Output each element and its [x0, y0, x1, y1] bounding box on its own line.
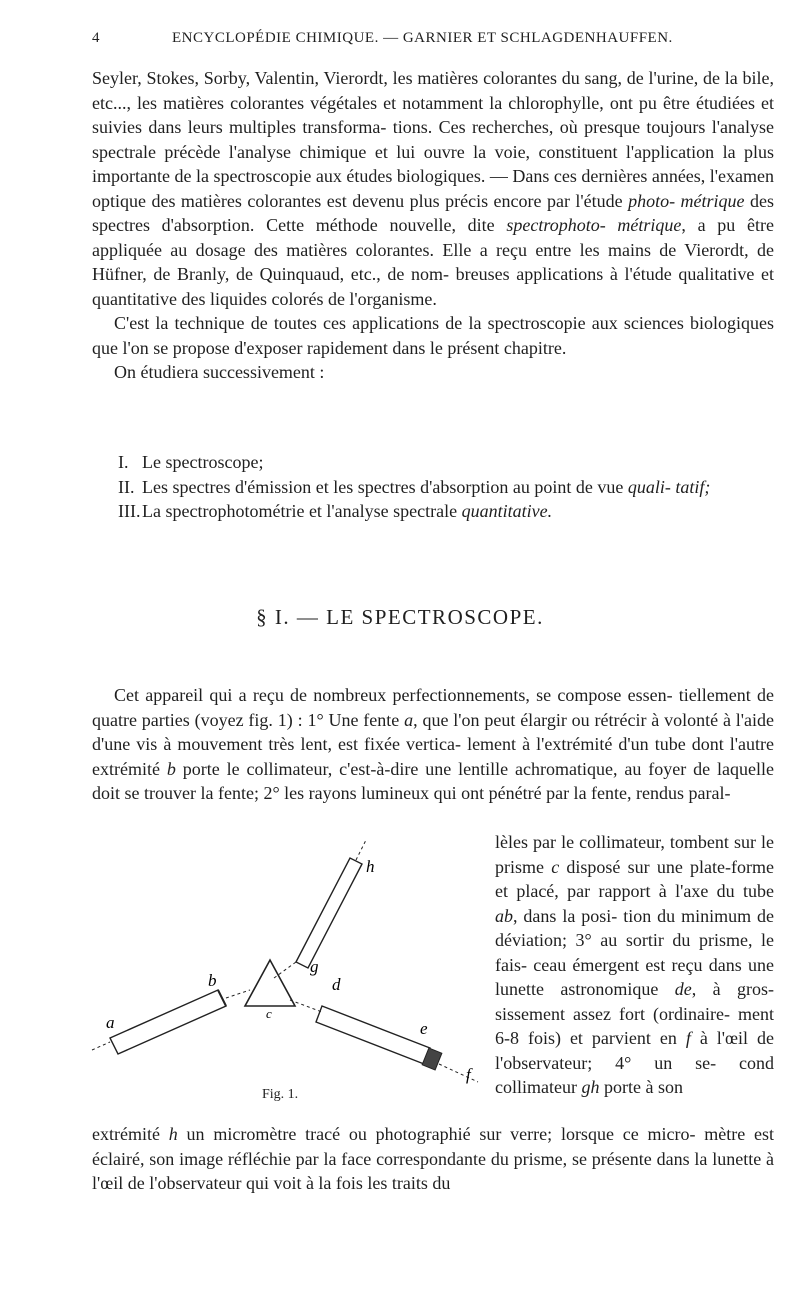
outline-list [118, 450, 774, 524]
section-paragraph-1: Cet appareil qui a reçu de nombreux perfectionnements, se compose essen- tiellement de quatre parties (voyez fig. 1) : 1° Une fente a, que l'on peut élargir ou rétrécir à volonté à l'aide d'une vis à mouvement très lent, est fixée vertica- lement à l'extrémité d'un tube dont l'autre extrémité b porte le collimateur, c'est-à-dire une lentille achromatique, au foyer de laquelle doit se trouver la fente; 2° les rayons lumineux qui ont pénétré par la fente, rendus paral- [92, 685, 775, 803]
spectroscope-figure [90, 830, 500, 1130]
running-head-title: ENCYCLOPÉDIE CHIMIQUE. — GARNIER ET SCHLAGDENHAUFFEN. [172, 30, 673, 46]
label-f: f [466, 1065, 471, 1084]
label-c: c [266, 1006, 272, 1021]
section-heading: § I. — LE SPECTROSCOPE. [256, 605, 544, 629]
intro-paragraph-2: C'est la technique de toutes ces applications de la spectroscopie aux sciences biologiques que l'on se propose d'exposer rapidement dans le présent chapitre. [92, 313, 774, 358]
intro-paragraph-1: Seyler, Stokes, Sorby, Valentin, Vierordt, les matières colorantes du sang, de l'urine, de la bile, etc..., les matières colorantes végétales et notamment la chlorophylle, ont pu être étudiées et suivies dans leurs multiples transforma- tions. Ces recherches, où presque toujours l'analyse spectrale précède l'analyse chimique et lui ouvre la voie, constituent l'application la plus importante de la spectroscopie aux études biologiques. — Dans ces dernières années, l'examen optique des matières colorantes est devenu plus précis encore par l'étude photo- métrique des spectres d'absorption. Cette méthode nouvelle, dite spectrophoto- métrique, a pu être appliquée au dosage des matières colorantes. Elle a reçu entre les mains de Vierordt, de Hüfner, de Branly, de Quinquaud, etc., de nom- breuses applications à l'étude qualitative et quantitative des liquides colorés de l'organisme. [92, 68, 775, 309]
telescope-tube [316, 1006, 430, 1064]
label-e: e [420, 1019, 428, 1038]
label-a: a [106, 1013, 115, 1032]
page-number: 4 [92, 30, 100, 46]
label-g: g [310, 957, 319, 976]
micrometer-collimator [296, 858, 362, 968]
collimator-tube [110, 990, 226, 1054]
label-h: h [366, 857, 375, 876]
list-item: II. Les spectres d'émission et les spectres d'absorption au point de vue quali- tatif; [118, 476, 711, 497]
list-item: III.La spectrophotométrie et l'analyse spectrale quantitative. [118, 501, 553, 521]
list-item: I. Le spectroscope; [118, 452, 264, 472]
intro-paragraph-3: On étudiera successivement : [114, 362, 325, 382]
wrapped-column-text: lèles par le collimateur, tombent sur le prisme c disposé sur une plate-forme et placé, par rapport à l'axe du tube ab, dans la posi- tion du minimum de déviation; 3° au sortir du prisme, le fais- ceau émergent est reçu dans une lunette astronomique de, à gros- sissement assez fort (ordinaire- ment 6-8 fois) et parvient en f à l'œil de l'observateur; 4° un se- cond collimateur gh porte à son [495, 832, 775, 1097]
figure-caption: Fig. 1. [262, 1087, 299, 1102]
prism-shape [245, 960, 295, 1006]
running-header [92, 30, 702, 56]
intro-text [92, 66, 774, 385]
label-b: b [208, 971, 217, 990]
label-d: d [332, 975, 341, 994]
section-paragraph-continued: extrémité h un micromètre tracé ou photographié sur verre; lorsque ce micro- mètre est éclairé, son image réfléchie par la face correspondante du prisme, se présente dans la lunette à l'œil de l'observateur qui voit à la fois les traits du [92, 1124, 775, 1193]
